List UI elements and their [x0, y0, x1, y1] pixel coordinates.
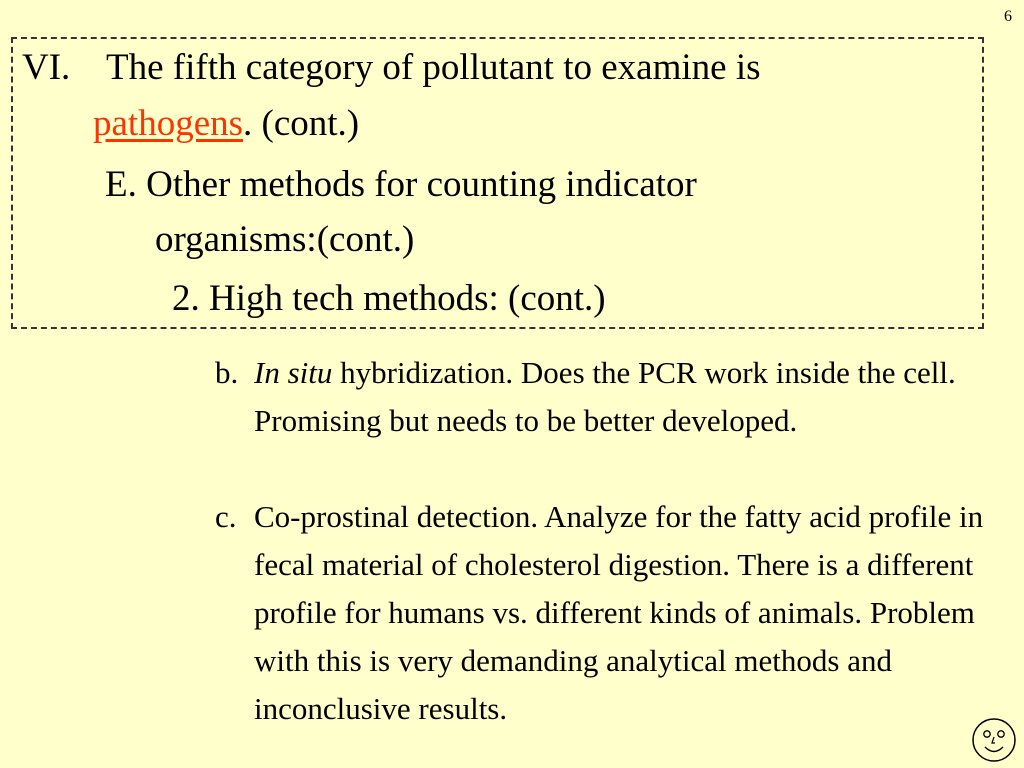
list-item-b-body: hybridization. Does the PCR work inside the cell. Promising but needs to be better developed. — [254, 355, 956, 438]
smiley-face-icon[interactable] — [970, 716, 1018, 764]
list-item-c-text: Co-prostinal detection. Analyze for the fatty acid profile in fecal material of cholesterol digestion. There is a different profile for humans vs. different kinds of animals. Problem with this is very demanding analytical methods and inconclusive results. — [254, 499, 984, 726]
heading-number: VI. — [22, 47, 71, 88]
list-item-b-label: b. — [215, 355, 239, 390]
section-e-line-1: E. Other methods for counting indicator — [105, 164, 697, 205]
heading-line-2 — [93, 105, 359, 142]
section-e-line-2: organisms:(cont.) — [155, 219, 415, 260]
list-item-b-text — [254, 349, 1015, 445]
heading-cont: . (cont.) — [243, 103, 360, 144]
list-item-c — [215, 493, 1015, 733]
heading-line-1 — [22, 49, 761, 86]
item-2-heading: 2. High tech methods: (cont.) — [172, 278, 606, 319]
list-item-c-label: c. — [215, 499, 237, 534]
pathogens-link[interactable]: pathogens — [93, 103, 244, 144]
heading-text: The fifth category of pollutant to examine is — [106, 47, 761, 88]
in-situ-italic: In situ — [254, 355, 333, 390]
page-number: 6 — [1004, 8, 1012, 25]
list-item-b — [215, 349, 1015, 445]
